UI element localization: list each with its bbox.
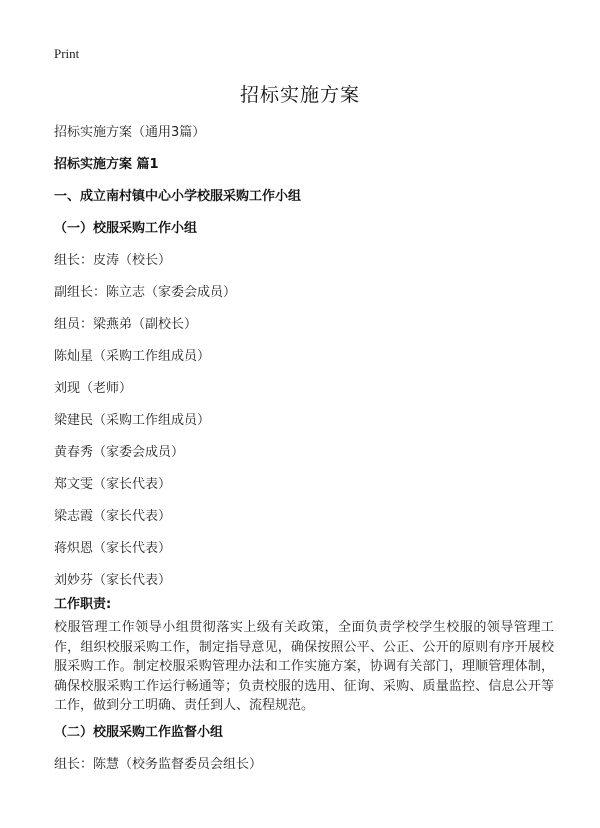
section-heading: 招标实施方案 篇1 (54, 157, 159, 172)
member-line: 郑文雯（家长代表） (54, 477, 172, 492)
member-line: 组长：皮涛（校长） (54, 253, 172, 268)
member-line: 刘现（老师） (54, 381, 133, 396)
member-line: 副组长：陈立志（家委会成员） (54, 285, 237, 300)
group2-heading: （二）校服采购工作监督小组 (54, 725, 224, 740)
member-line: 黄春秀（家委会成员） (54, 445, 185, 460)
member-line: 梁志霞（家长代表） (54, 509, 172, 524)
member-line: 刘妙芬（家长代表） (54, 573, 172, 588)
duties-heading: 工作职责: (54, 597, 112, 612)
member-line: 梁建民（采购工作组成员） (54, 413, 211, 428)
document-title: 招标实施方案 (239, 84, 360, 106)
group2-leader: 组长：陈慧（校务监督委员会组长） (54, 757, 263, 772)
part1-heading: 一、成立南村镇中心小学校服采购工作小组 (54, 189, 302, 204)
member-line: 蒋炽恩（家长代表） (54, 541, 172, 556)
group1-heading: （一）校服采购工作小组 (54, 221, 198, 236)
print-label: Print (54, 46, 80, 61)
duties-paragraph: 校服管理工作领导小组贯彻落实上级有关政策，全面负责学校学生校服的领导管理工作，组织校服采购工作，制定指导意见，确保按照公平、公正、公开的原则有序开展校服采购工作。制定校服采购管理办法和工作实施方案，协调有关部门，理顺管理体制，确保校服采购工作运行畅通等；负责校服的选用、征询、采购、质量监控、信息公开等工作，做到分工明确、责任到人、流程规范。 (54, 620, 554, 713)
member-line: 陈灿星（采购工作组成员） (54, 349, 211, 364)
document-subtitle: 招标实施方案（通用3篇） (54, 125, 206, 140)
member-line: 组员：梁燕弟（副校长） (54, 317, 198, 332)
